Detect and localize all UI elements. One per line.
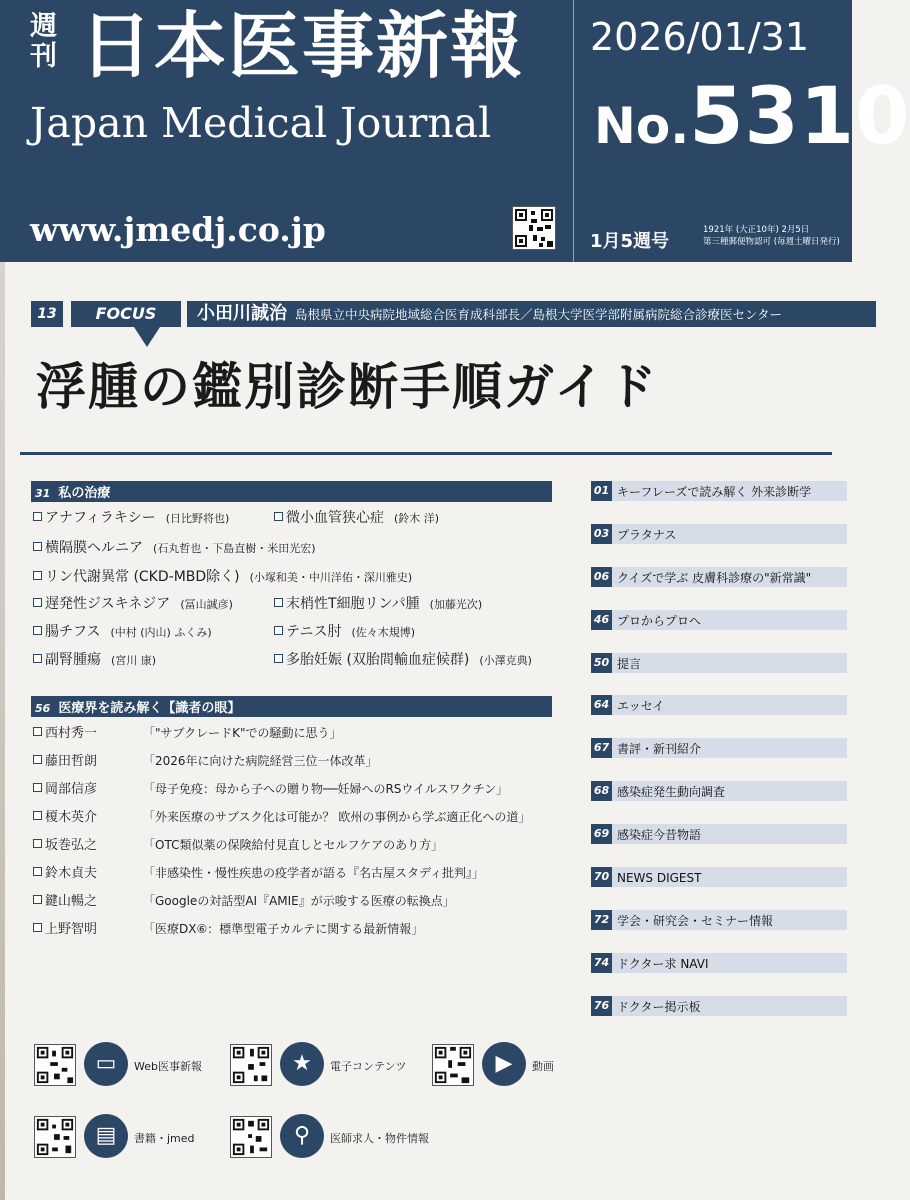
journal-title-english: Japan Medical Journal [30, 99, 492, 147]
play-icon: ▶ [482, 1042, 526, 1086]
bullet-icon [274, 626, 283, 635]
book-icon: ▤ [84, 1114, 128, 1158]
treatment-item[interactable] [274, 650, 532, 671]
treatment-item[interactable] [274, 508, 439, 529]
opinion-item[interactable] [33, 807, 530, 828]
opinion-section-header [31, 696, 552, 717]
treatment-page: 31 [35, 487, 51, 500]
opinion-article-title: 「"サブクレードK"での騒動に思う」 [143, 726, 342, 740]
treatment-item[interactable] [33, 594, 233, 615]
link-label: 動画 [532, 1060, 554, 1073]
treatment-item-title: テニス肘 [286, 624, 342, 640]
treatment-item-author: (中村 (内山) ふくみ) [110, 626, 212, 639]
opinion-article-title: 「母子免疫：母から子への贈り物──妊婦へのRSウイルスワクチン」 [143, 782, 509, 796]
toc-page: 70 [591, 867, 612, 887]
website-url[interactable]: www.jmedj.co.jp [30, 210, 326, 249]
treatment-item-author: (石丸哲也・下島直樹・米田光宏) [153, 542, 316, 555]
treatment-item-title: リン代謝異常 (CKD-MBD除く) [45, 569, 240, 585]
treatment-item-title: 微小血管狭心症 [286, 510, 384, 526]
stars-icon: ★ [280, 1042, 324, 1086]
postal-notice [703, 224, 840, 248]
toc-page: 76 [591, 996, 612, 1016]
page-edge [0, 262, 5, 1200]
toc-title: プロからプロへ [617, 614, 702, 628]
opinion-article-title: 「Googleの対話型AI『AMIE』が示唆する医療の転換点」 [143, 894, 455, 908]
bullet-icon [33, 654, 42, 663]
treatment-item-author: (日比野将也) [165, 512, 230, 525]
opinion-article-title: 「外来医療のサブスク化は可能か？ 欧州の事例から学ぶ適正化への道」 [143, 810, 531, 824]
toc-item[interactable] [591, 481, 847, 501]
opinion-author: 鍵山暢之 [45, 894, 98, 909]
opinion-article-title: 「OTC類似薬の保険給付見直しとセルフケアのあり方」 [143, 838, 444, 852]
bullet-icon [33, 512, 42, 521]
bullet-icon [33, 571, 42, 580]
weekly-label: 週刊 [30, 11, 57, 72]
toc-title: 学会・研究会・セミナー情報 [617, 914, 774, 928]
link-label: 電子コンテンツ [330, 1060, 407, 1073]
opinion-item[interactable] [33, 891, 455, 912]
toc-item[interactable] [591, 524, 847, 544]
journal-title: 日本医事新報 [80, 4, 525, 88]
qr-code-icon[interactable] [512, 206, 556, 250]
toc-page: 68 [591, 781, 612, 801]
toc-page: 72 [591, 910, 612, 930]
bullet-icon [33, 895, 42, 904]
toc-page: 06 [591, 567, 612, 587]
bullet-icon [33, 755, 42, 764]
bullet-icon [33, 867, 42, 876]
toc-page: 50 [591, 653, 612, 673]
monitor-icon: ▭ [84, 1042, 128, 1086]
treatment-item-author: (小塚和美・中川洋佑・深川雅史) [249, 571, 413, 584]
issue-number-value: 5310 [689, 72, 910, 162]
qr-code-icon[interactable] [230, 1044, 272, 1086]
treatment-item[interactable] [33, 650, 156, 671]
opinion-author: 藤田哲朗 [45, 754, 98, 769]
bullet-icon [33, 923, 42, 932]
opinion-title: 医療界を読み解く【識者の眼】 [58, 701, 241, 716]
focus-pointer-icon [134, 327, 160, 347]
toc-item[interactable] [591, 824, 847, 844]
bullet-icon [33, 727, 42, 736]
section-rule [20, 452, 832, 455]
focus-author: 小田川誠治 [197, 303, 287, 324]
toc-title: ドクター掲示板 [617, 1000, 701, 1014]
issue-date: 2026/01/31 [590, 15, 810, 59]
qr-code-icon[interactable] [432, 1044, 474, 1086]
toc-page: 74 [591, 953, 612, 973]
toc-page: 46 [591, 610, 612, 630]
qr-code-icon[interactable] [34, 1044, 76, 1086]
treatment-item-title: 遅発性ジスキネジア [45, 596, 171, 612]
treatment-item[interactable] [33, 508, 229, 529]
toc-item[interactable] [591, 867, 847, 887]
treatment-item-author: (宮川 康) [111, 654, 157, 667]
toc-title: エッセイ [617, 699, 665, 713]
focus-affiliation: 島根県立中央病院地域総合医育成科部長／島根大学医学部附属病院総合診療医センター [295, 307, 783, 322]
toc-item[interactable] [591, 738, 847, 758]
opinion-item[interactable] [33, 919, 423, 940]
toc-item[interactable] [591, 996, 847, 1016]
bullet-icon [33, 811, 42, 820]
toc-item[interactable] [591, 653, 847, 673]
treatment-item-title: 副腎腫瘍 [45, 652, 101, 668]
toc-item[interactable] [591, 567, 847, 587]
opinion-author: 鈴木貞夫 [45, 866, 98, 881]
treatment-item-title: 末梢性T細胞リンパ腫 [286, 596, 420, 612]
header-divider [573, 0, 574, 262]
toc-page: 03 [591, 524, 612, 544]
link-label: Web医事新報 [134, 1060, 202, 1073]
opinion-author: 上野智明 [45, 922, 98, 937]
treatment-item[interactable] [33, 622, 212, 643]
treatment-item-author: (冨山誠彦) [180, 598, 233, 611]
toc-item[interactable] [591, 781, 847, 801]
opinion-item[interactable] [33, 751, 378, 772]
toc-title: 書評・新刊紹介 [617, 742, 702, 756]
toc-title: 感染症発生動向調査 [617, 785, 726, 799]
focus-label: FOCUS [71, 301, 181, 327]
postal-line-2: 第三種郵便物認可 (毎週土曜日発行) [703, 237, 840, 247]
toc-item[interactable] [591, 695, 847, 715]
treatment-item-title: 横隔膜ヘルニア [45, 540, 143, 556]
toc-page: 69 [591, 824, 612, 844]
treatment-item[interactable] [33, 567, 412, 588]
treatment-item-title: アナフィラキシー [45, 510, 156, 526]
opinion-article-title: 「非感染性・慢性疾患の疫学者が語る『名古屋スタディ批判』」 [143, 866, 485, 880]
bullet-icon [33, 626, 42, 635]
link-label: 書籍・jmed [134, 1132, 195, 1145]
bullet-icon [33, 839, 42, 848]
toc-title: クイズで学ぶ 皮膚科診療の"新常識" [617, 571, 812, 585]
toc-page: 64 [591, 695, 612, 715]
toc-page: 01 [591, 481, 612, 501]
toc-item[interactable] [591, 910, 847, 930]
toc-title: 提言 [617, 657, 642, 671]
opinion-author: 榎木英介 [45, 810, 98, 825]
bullet-icon [33, 783, 42, 792]
toc-item[interactable] [591, 953, 847, 973]
treatment-section-header [31, 481, 552, 502]
treatment-item-author: (小澤克典) [479, 654, 532, 667]
qr-code-icon[interactable] [230, 1116, 272, 1158]
bullet-icon [33, 542, 42, 551]
opinion-item[interactable] [33, 863, 484, 884]
bullet-icon [274, 598, 283, 607]
link-label: 医師求人・物件情報 [330, 1132, 429, 1145]
treatment-item-title: 腸チフス [45, 624, 101, 640]
toc-title: プラタナス [617, 528, 677, 542]
treatment-item-author: (佐々木規博) [351, 626, 416, 639]
focus-author-bar [187, 301, 876, 327]
treatment-title: 私の治療 [58, 486, 111, 501]
toc-title: キーフレーズで読み解く 外来診断学 [617, 485, 812, 499]
treatment-item-title: 多胎妊娠 (双胎間輸血症候群) [286, 652, 470, 668]
opinion-page: 56 [35, 702, 51, 715]
opinion-author: 西村秀一 [45, 726, 98, 741]
focus-page-number: 13 [31, 301, 63, 327]
opinion-article-title: 「2026年に向けた病院経営三位一体改革」 [143, 754, 378, 768]
treatment-item-author: (鈴木 洋) [394, 512, 440, 525]
opinion-item[interactable] [33, 723, 342, 744]
qr-code-icon[interactable] [34, 1116, 76, 1158]
treatment-item[interactable] [274, 594, 482, 615]
postal-line-1: 1921年 (大正10年) 2月5日 [703, 225, 810, 235]
opinion-author: 岡部信彦 [45, 782, 98, 797]
opinion-article-title: 「医療DX⑥：標準型電子カルテに関する最新情報」 [143, 922, 424, 936]
toc-title: ドクター求 NAVI [617, 957, 709, 971]
masthead [0, 0, 910, 262]
opinion-item[interactable] [33, 779, 508, 800]
bullet-icon [274, 654, 283, 663]
issue-number [594, 72, 910, 162]
bullet-icon [33, 598, 42, 607]
issue-prefix: No. [594, 97, 690, 155]
toc-title: 感染症今昔物語 [617, 828, 702, 842]
focus-headline[interactable]: 浮腫の鑑別診断手順ガイド [36, 357, 659, 416]
treatment-item-author: (加藤光次) [429, 598, 483, 611]
magnifier-icon: ⚲ [280, 1114, 324, 1158]
toc-page: 67 [591, 738, 612, 758]
week-label: 1月5週号 [590, 231, 670, 252]
toc-item[interactable] [591, 610, 847, 630]
toc-title: NEWS DIGEST [617, 871, 702, 885]
opinion-item[interactable] [33, 835, 443, 856]
opinion-author: 坂巻弘之 [45, 838, 98, 853]
bullet-icon [274, 512, 283, 521]
treatment-item[interactable] [274, 622, 415, 643]
treatment-item[interactable] [33, 538, 316, 559]
